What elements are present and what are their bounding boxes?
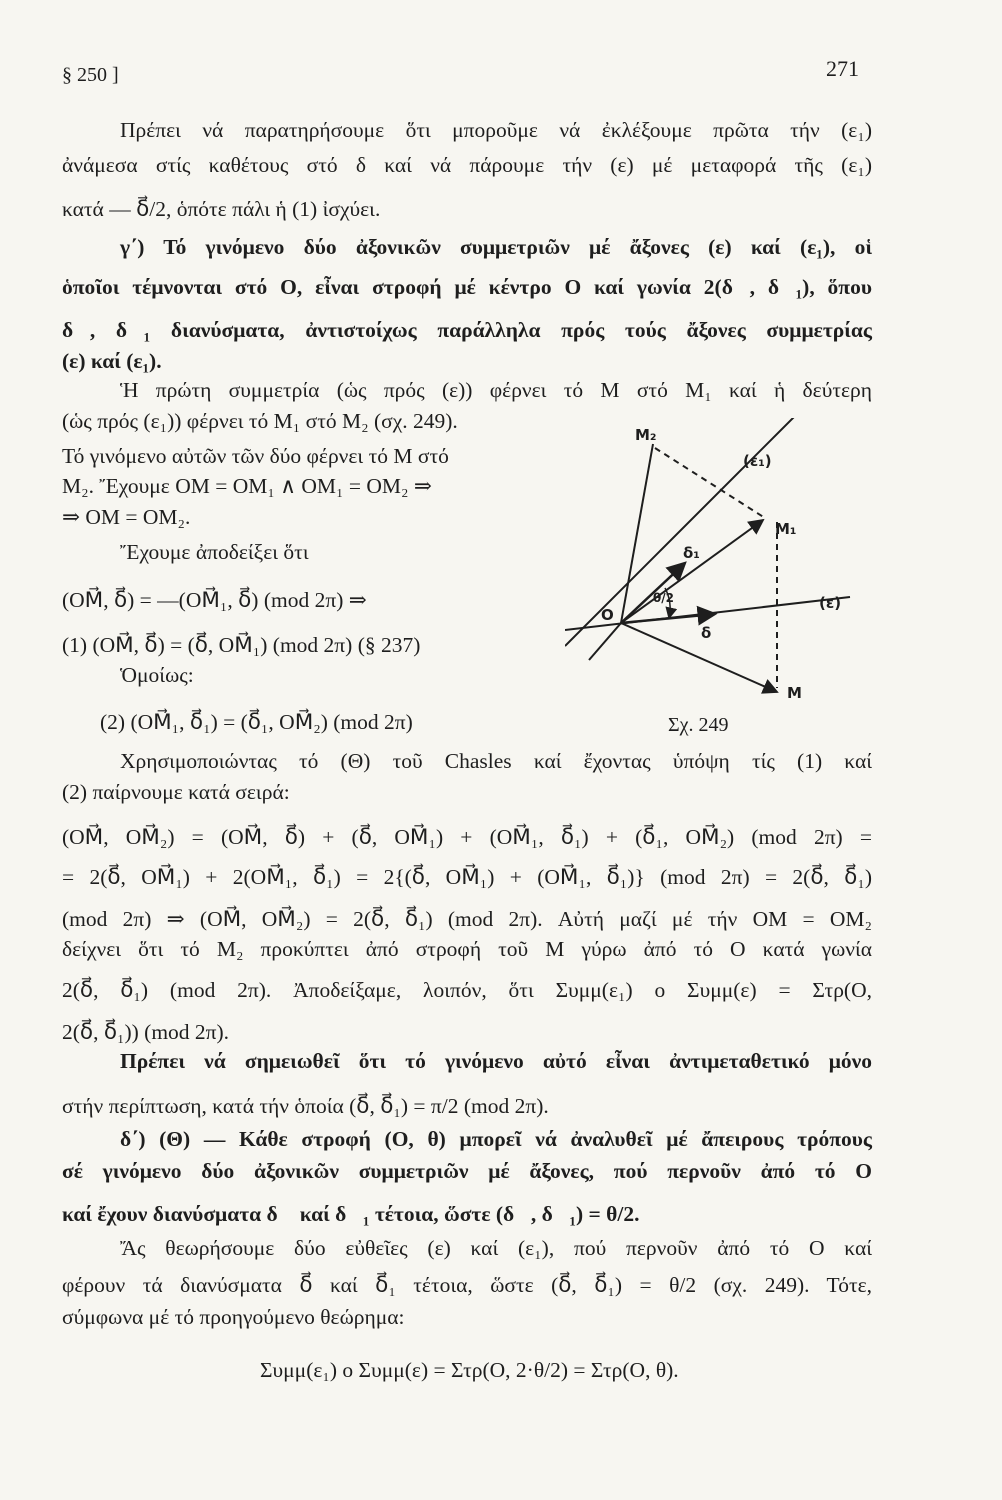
text-line: Χρησιμοποιώντας τό (Θ) τοῦ Chasles καί ἔχοντας ὑπόψη τίς (1) καί <box>120 749 872 773</box>
equation-line: (OM⃗, δ⃗) = —(OM⃗₁, δ⃗) (mod 2π) ⇒ <box>62 588 367 612</box>
text-line: φέρουν τά διανύσματα δ⃗ καί δ⃗₁ τέτοια, ὥστε (δ⃗, δ⃗₁) = θ/2 (σχ. 249). Τότε, <box>62 1273 872 1297</box>
section-header: § 250 ] <box>62 64 119 86</box>
label-O: O <box>601 606 614 624</box>
label-M: M <box>787 684 802 702</box>
label-M1: M₁ <box>775 520 797 538</box>
figure-caption: Σχ. 249 <box>668 714 729 736</box>
theorem-line: δ⃗, δ⃗₁ διανύσματα, ἀντιστοίχως παράλληλα πρός τούς ἄξονες συμμετρίας <box>62 318 872 342</box>
text-line: Ἔχουμε ἀποδείξει ὅτι <box>120 540 309 564</box>
text-line: (2) παίρνουμε κατά σειρά: <box>62 780 290 804</box>
text-line: Ἄς θεωρήσουμε δύο εὐθεῖες (ε) καί (ε₁), πού περνοῦν ἀπό τό O καί <box>120 1236 872 1260</box>
label-e1: (ε₁) <box>743 452 772 470</box>
equation-line: (2) (OM⃗₁, δ⃗₁) = (δ⃗₁, OM⃗₂) (mod 2π) <box>100 710 413 734</box>
label-delta: δ <box>701 624 712 642</box>
text-line: Πρέπει νά παρατηρήσουμε ὅτι μποροῦμε νά ἐκλέξουμε πρῶτα τήν (ε₁) <box>120 118 872 142</box>
equation-line: (1) (OM⃗, δ⃗) = (δ⃗, OM⃗₁) (mod 2π) (§ 237) <box>62 633 421 657</box>
text-line: δείχνει ὅτι τό M₂ προκύπτει ἀπό στροφή τοῦ M γύρω ἀπό τό O κατά γωνία <box>62 937 872 961</box>
equation-line: = 2(δ⃗, OM⃗₁) + 2(OM⃗₁, δ⃗₁) = 2{(δ⃗, OM⃗₁) + (OM⃗₁, δ⃗₁)} (mod 2π) = 2(δ⃗, δ⃗₁) <box>62 865 872 889</box>
theorem-line: ὁποῖοι τέμνονται στό O, εἶναι στροφή μέ κέντρο O καί γωνία 2(δ⃗, δ⃗₁), ὅπου <box>62 275 872 299</box>
page-number: 271 <box>826 56 859 81</box>
theorem-line: σέ γινόμενο δύο ἀξονικῶν συμμετριῶν μέ ἄξονες, πού περνοῦν ἀπό τό O <box>62 1159 872 1183</box>
equation-line: Συμμ(ε₁) ο Συμμ(ε) = Στρ(O, 2·θ/2) = Στρ(O, θ). <box>260 1358 679 1382</box>
label-M2: M₂ <box>635 426 657 444</box>
text-line: ⇒ OM = OM₂. <box>62 505 191 529</box>
label-e: (ε) <box>819 594 842 612</box>
emphasis-line: Πρέπει νά σημειωθεῖ ὅτι τό γινόμενο αὐτό εἶναι ἀντιμεταθετικό μόνο <box>120 1049 872 1073</box>
text-line: (ὡς πρός (ε₁)) φέρνει τό M₁ στό M₂ (σχ. 249). <box>62 409 458 433</box>
theorem-line: καί ἔχουν διανύσματα δ⃗ καί δ⃗₁ τέτοια, ὥστε (δ⃗, δ⃗₁) = θ/2. <box>62 1202 640 1226</box>
text-line: στήν περίπτωση, κατά τήν ὁποία (δ⃗, δ⃗₁) = π/2 (mod 2π). <box>62 1094 549 1118</box>
theorem-line: (ε) καί (ε₁). <box>62 349 162 373</box>
label-delta1: δ₁ <box>683 544 700 562</box>
text-line: κατά — δ⃗/2, ὁπότε πάλι ἡ (1) ἰσχύει. <box>62 197 381 221</box>
vector-delta <box>621 614 715 623</box>
geometry-figure <box>565 418 865 708</box>
text-line: Ἡ πρώτη συμμετρία (ὡς πρός (ε)) φέρνει τό M στό M₁ καί ἡ δεύτερη <box>120 378 872 402</box>
text-line: Τό γινόμενο αὐτῶν τῶν δύο φέρνει τό M στό <box>62 444 449 468</box>
ray-OM1 <box>621 520 763 623</box>
text-line: Ὁμοίως: <box>120 663 194 687</box>
label-half-angle: θ/2 <box>653 591 674 605</box>
line-to-O <box>589 623 621 660</box>
text-line: M₂. Ἔχουμε OM = OM₁ ∧ OM₁ = OM₂ ⇒ <box>62 474 432 498</box>
text-line: ἀνάμεσα στίς καθέτους στό δ καί νά πάρουμε τήν (ε) μέ μεταφορά τῆς (ε₁) <box>62 153 872 177</box>
equation-line: (OM⃗, OM⃗₂) = (OM⃗, δ⃗) + (δ⃗, OM⃗₁) + (OM⃗₁, δ⃗₁) + (δ⃗₁, OM⃗₂) (mod 2π) = <box>62 825 872 849</box>
text-line: σύμφωνα μέ τό προηγούμενο θεώρημα: <box>62 1305 405 1329</box>
ray-OM <box>621 623 777 692</box>
theorem-line: δ΄) (Θ) — Κάθε στροφή (O, θ) μπορεῖ νά ἀναλυθεῖ μέ ἄπειρους τρόπους <box>120 1127 872 1151</box>
text-line: 2(δ⃗, δ⃗₁) (mod 2π). Ἀποδείξαμε, λοιπόν, ὅτι Συμμ(ε₁) ο Συμμ(ε) = Στρ(O, <box>62 978 872 1002</box>
theorem-line: γ΄) Τό γινόμενο δύο ἀξονικῶν συμμετριῶν μέ ἄξονες (ε) καί (ε₁), οἱ <box>120 235 872 259</box>
text-line: (mod 2π) ⇒ (OM⃗, OM⃗₂) = 2(δ⃗, δ⃗₁) (mod 2π). Αὐτή μαζί μέ τήν OM = OM₂ <box>62 907 872 931</box>
text-line: 2(δ⃗, δ⃗₁)) (mod 2π). <box>62 1020 230 1044</box>
